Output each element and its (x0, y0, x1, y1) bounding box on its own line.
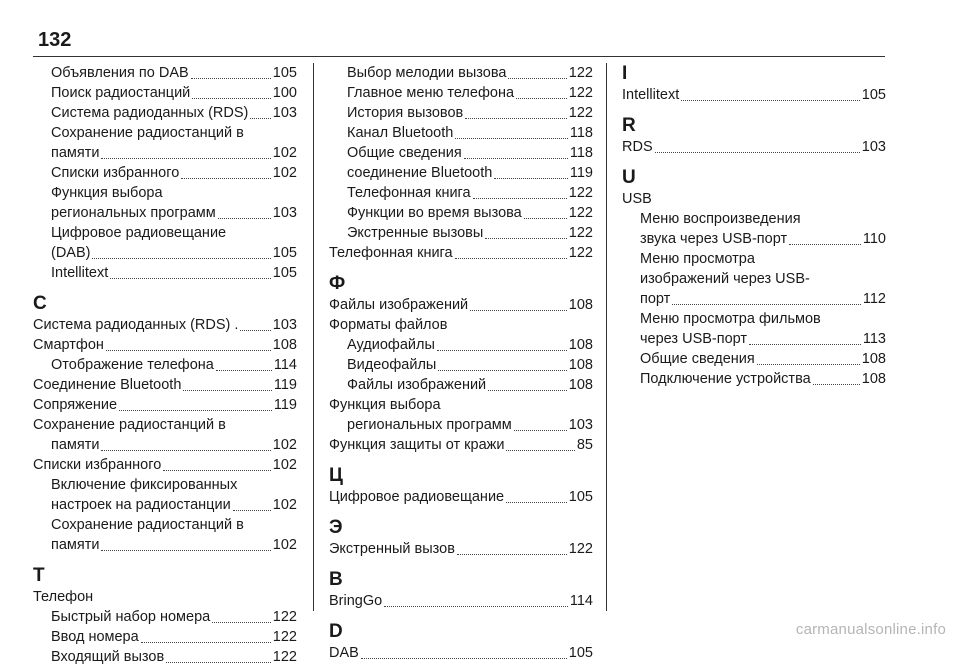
column-divider-1 (313, 63, 314, 611)
index-entry (33, 335, 297, 355)
index-entry-label: Видеофайлы (347, 357, 437, 373)
index-entry (33, 647, 297, 667)
index-page-ref: 122 (568, 541, 593, 557)
index-entry-label: Цифровое радиовещание (329, 489, 505, 505)
dot-leader (457, 554, 567, 555)
index-entry-label: Списки избранного (33, 457, 162, 473)
index-page-ref: 102 (272, 457, 297, 473)
index-entry (33, 455, 297, 475)
index-entry-label: звука через USB-порт (640, 231, 788, 247)
index-entry-label: Входящий вызов (51, 649, 165, 665)
index-entry-label: Экстренные вызовы (347, 225, 484, 241)
index-entry-label: порт (640, 291, 671, 307)
index-entry-text: USB (622, 191, 652, 207)
dot-leader (506, 450, 574, 451)
index-letter-heading: U (622, 167, 636, 188)
index-entry-text: Сохранение радиостанций в (51, 125, 244, 141)
index-entry (33, 395, 297, 415)
index-entry (33, 263, 297, 283)
index-entry-label: Система радиоданных (RDS) . (33, 317, 239, 333)
index-page-ref: 85 (576, 437, 593, 453)
dot-leader (163, 470, 271, 471)
index-page-ref: 108 (568, 337, 593, 353)
index-column-1 (33, 63, 297, 667)
index-entry (329, 243, 593, 263)
index-letter-heading: D (329, 621, 343, 642)
index-entry (329, 375, 593, 395)
dot-leader (437, 350, 567, 351)
index-entry-label: памяти (51, 145, 100, 161)
index-page-ref: 105 (272, 245, 297, 261)
index-entry-label: Файлы изображений (329, 297, 469, 313)
index-page-ref: 122 (272, 629, 297, 645)
index-entry (33, 143, 297, 163)
index-entry (33, 535, 297, 555)
index-entry-label: Общие сведения (640, 351, 755, 367)
index-entry (33, 243, 297, 263)
index-letter-heading: I (622, 63, 628, 84)
index-entry (329, 143, 593, 163)
index-page-ref: 113 (862, 331, 886, 347)
index-entry (33, 607, 297, 627)
index-entry-text: Форматы файлов (329, 317, 448, 333)
index-page-ref: 122 (568, 65, 593, 81)
index-entry (33, 355, 297, 375)
index-entry-label: Телефонная книга (347, 185, 471, 201)
index-entry-label: памяти (51, 537, 100, 553)
dot-leader (438, 370, 566, 371)
index-entry-label: Система радиоданных (RDS) (51, 105, 249, 121)
index-entry-text: Включение фиксированных (51, 477, 238, 493)
index-page-ref: 110 (862, 231, 886, 247)
index-page-ref: 102 (272, 537, 297, 553)
dot-leader (516, 98, 567, 99)
dot-leader (455, 138, 568, 139)
index-page-ref: 118 (569, 125, 593, 141)
index-entry (33, 375, 297, 395)
index-entry (33, 83, 297, 103)
index-entry (33, 315, 297, 335)
index-entry-label: Выбор мелодии вызова (347, 65, 507, 81)
index-page-ref: 103 (861, 139, 886, 155)
index-page-ref: 119 (569, 165, 593, 181)
dot-leader (813, 384, 860, 385)
dot-leader (681, 100, 860, 101)
index-entry-text: Сохранение радиостанций в (51, 517, 244, 533)
dot-leader (672, 304, 861, 305)
index-entry-label: Главное меню телефона (347, 85, 515, 101)
index-entry (329, 487, 593, 507)
dot-leader (141, 642, 271, 643)
dot-leader (506, 502, 567, 503)
dot-leader (361, 658, 567, 659)
page-number: 132 (38, 29, 72, 51)
dot-leader (464, 158, 568, 159)
dot-leader (508, 78, 566, 79)
index-entry (329, 643, 593, 663)
index-page-ref: 108 (568, 297, 593, 313)
index-page-ref: 122 (568, 105, 593, 121)
dot-leader (240, 330, 270, 331)
index-entry-label: региональных программ (347, 417, 512, 433)
dot-leader (485, 238, 567, 239)
index-page-ref: 122 (272, 649, 297, 665)
dot-leader (494, 178, 568, 179)
index-entry (622, 349, 886, 369)
dot-leader (757, 364, 860, 365)
index-entry-label: Объявления по DAB (51, 65, 189, 81)
index-letter-heading: Э (329, 517, 343, 538)
index-entry (329, 355, 593, 375)
index-letter-heading: Ф (329, 273, 346, 294)
dot-leader (101, 158, 270, 159)
index-page-ref: 103 (272, 205, 297, 221)
index-entry-label: Списки избранного (51, 165, 180, 181)
index-page-ref: 114 (569, 593, 593, 609)
index-page-ref: 122 (568, 185, 593, 201)
index-entry-label: Intellitext (622, 87, 680, 103)
header-rule (33, 56, 885, 57)
index-letter-heading: Ц (329, 465, 343, 486)
dot-leader (789, 244, 861, 245)
index-entry (622, 229, 886, 249)
dot-leader (192, 98, 271, 99)
index-entry (329, 183, 593, 203)
index-page-ref: 105 (861, 87, 886, 103)
dot-leader (106, 350, 271, 351)
index-page-ref: 114 (273, 357, 297, 373)
index-entry-text: Сохранение радиостанций в (33, 417, 226, 433)
index-column-2 (329, 63, 593, 663)
index-page-ref: 102 (272, 437, 297, 453)
index-page-ref: 108 (861, 351, 886, 367)
dot-leader (455, 258, 567, 259)
index-entry-text: Меню воспроизведения (640, 211, 801, 227)
index-entry-label: Поиск радиостанций (51, 85, 191, 101)
index-page-ref: 122 (568, 245, 593, 261)
index-page-ref: 103 (272, 105, 297, 121)
index-entry (329, 103, 593, 123)
index-letter-heading: С (33, 293, 47, 314)
index-entry-label: Соединение Bluetooth (33, 377, 182, 393)
index-page-ref: 108 (568, 357, 593, 373)
index-entry-label: Функция защиты от кражи (329, 437, 505, 453)
index-entry-label: Смартфон (33, 337, 104, 353)
index-letter-heading: Т (33, 565, 45, 586)
index-column-3 (622, 63, 886, 389)
index-entry-label: Быстрый набор номера (51, 609, 211, 625)
index-entry (622, 85, 886, 105)
dot-leader (166, 662, 271, 663)
index-page-ref: 108 (861, 371, 886, 387)
index-entry (33, 63, 297, 83)
index-entry-label: (DAB) (51, 245, 91, 261)
index-page-ref: 105 (568, 489, 593, 505)
dot-leader (473, 198, 567, 199)
dot-leader (524, 218, 567, 219)
index-entry (329, 435, 593, 455)
index-entry-text: Телефон (33, 589, 94, 605)
dot-leader (514, 430, 567, 431)
index-page-ref: 108 (568, 377, 593, 393)
index-entry (33, 435, 297, 455)
index-entry-text: Цифровое радиовещание (51, 225, 227, 241)
index-entry-label: Отображение телефона (51, 357, 214, 373)
index-page-ref: 122 (568, 205, 593, 221)
index-page-ref: 103 (272, 317, 297, 333)
index-page-ref: 105 (568, 645, 593, 661)
index-page-ref: 122 (568, 85, 593, 101)
index-page-ref: 119 (273, 397, 297, 413)
dot-leader (488, 390, 567, 391)
index-entry (329, 123, 593, 143)
index-page-ref: 122 (568, 225, 593, 241)
index-entry (33, 203, 297, 223)
dot-leader (216, 370, 272, 371)
index-entry-label: Подключение устройства (640, 371, 811, 387)
index-page-ref: 119 (273, 377, 297, 393)
index-entry (622, 329, 886, 349)
index-entry-label: История вызовов (347, 105, 464, 121)
index-entry (329, 223, 593, 243)
index-entry (33, 163, 297, 183)
index-page-ref: 122 (272, 609, 297, 625)
index-entry (329, 295, 593, 315)
index-entry-label: Общие сведения (347, 145, 462, 161)
dot-leader (212, 622, 271, 623)
dot-leader (191, 78, 271, 79)
index-page-ref: 118 (569, 145, 593, 161)
index-entry (622, 137, 886, 157)
index-page-ref: 102 (272, 165, 297, 181)
index-page-ref: 100 (272, 85, 297, 101)
index-entry-label: RDS (622, 139, 653, 155)
index-entry-label: Телефонная книга (329, 245, 453, 261)
index-entry (329, 591, 593, 611)
index-page-ref: 112 (862, 291, 886, 307)
index-entry-text: Меню просмотра фильмов (640, 311, 821, 327)
dot-leader (250, 118, 270, 119)
index-entry-label: Экстренный вызов (329, 541, 455, 557)
dot-leader (92, 258, 270, 259)
index-entry (329, 335, 593, 355)
index-entry-label: Файлы изображений (347, 377, 487, 393)
index-entry-label: соединение Bluetooth (347, 165, 493, 181)
index-page-ref: 105 (272, 265, 297, 281)
index-entry-label: Канал Bluetooth (347, 125, 454, 141)
index-entry (33, 627, 297, 647)
dot-leader (218, 218, 271, 219)
dot-leader (233, 510, 271, 511)
index-entry-label: Ввод номера (51, 629, 139, 645)
index-entry (329, 83, 593, 103)
column-divider-2 (606, 63, 607, 611)
index-entry-text: Меню просмотра (640, 251, 755, 267)
index-entry (622, 289, 886, 309)
index-letter-heading: B (329, 569, 343, 590)
dot-leader (181, 178, 271, 179)
index-entry-label: региональных программ (51, 205, 216, 221)
dot-leader (101, 450, 270, 451)
index-entry (622, 369, 886, 389)
index-entry-label: Intellitext (51, 265, 109, 281)
dot-leader (465, 118, 567, 119)
index-entry (329, 203, 593, 223)
dot-leader (119, 410, 272, 411)
dot-leader (183, 390, 271, 391)
index-entry-label: через USB-порт (640, 331, 748, 347)
dot-leader (110, 278, 271, 279)
index-entry (329, 415, 593, 435)
index-page-ref: 103 (568, 417, 593, 433)
index-entry-label: памяти (51, 437, 100, 453)
index-page-ref: 108 (272, 337, 297, 353)
index-entry-label: Сопряжение (33, 397, 118, 413)
index-page-ref: 102 (272, 145, 297, 161)
index-entry-text: Функция выбора (51, 185, 163, 201)
index-entry (329, 63, 593, 83)
index-entry (329, 539, 593, 559)
index-entry (33, 495, 297, 515)
dot-leader (470, 310, 567, 311)
index-entry-label: BringGo (329, 593, 383, 609)
index-entry-label: настроек на радиостанции (51, 497, 231, 513)
index-entry (329, 163, 593, 183)
dot-leader (749, 344, 861, 345)
index-entry-text: изображений через USB- (640, 271, 810, 287)
dot-leader (655, 152, 860, 153)
index-entry-label: DAB (329, 645, 359, 661)
index-entry (33, 103, 297, 123)
index-letter-heading: R (622, 115, 636, 136)
index-entry-label: Аудиофайлы (347, 337, 435, 353)
index-entry-label: Функции во время вызова (347, 205, 522, 221)
dot-leader (384, 606, 568, 607)
index-page-ref: 105 (272, 65, 297, 81)
index-entry-text: Функция выбора (329, 397, 441, 413)
dot-leader (101, 550, 270, 551)
watermark: carmanualsonline.info (795, 621, 946, 638)
index-page-ref: 102 (272, 497, 297, 513)
